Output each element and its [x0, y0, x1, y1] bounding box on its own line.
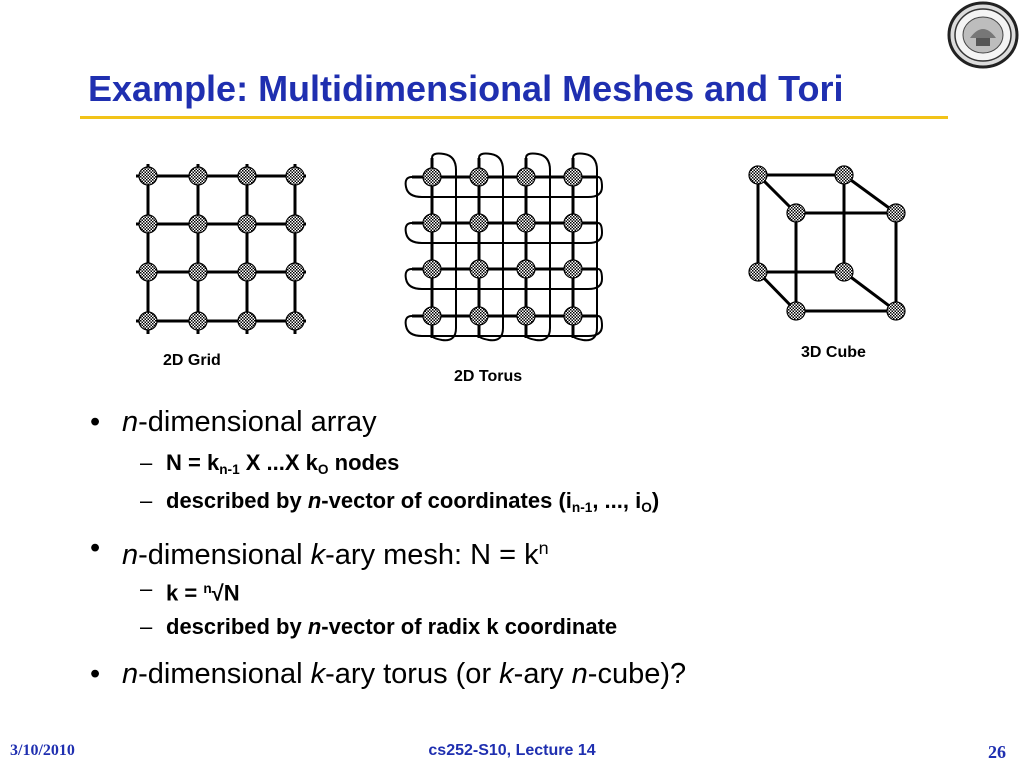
node: [238, 263, 256, 281]
sub-bullet-text: described by: [166, 488, 308, 513]
footer-page-number: 26: [988, 742, 1006, 762]
bullet-list: [90, 402, 950, 698]
sub-bullet-text: , ..., i: [592, 488, 642, 513]
torus-2d-diagram: [402, 150, 608, 346]
node: [238, 215, 256, 233]
subscript: n-1: [219, 461, 240, 477]
grid-2d-diagram: [128, 158, 314, 338]
slide-title: Example: Multidimensional Meshes and Tori: [88, 68, 844, 109]
bullet-text: -dimensional: [138, 538, 311, 571]
bullet-text-italic: n: [122, 538, 139, 571]
node: [139, 167, 157, 185]
node: [517, 260, 535, 278]
node: [887, 204, 905, 222]
subscript: O: [317, 461, 329, 477]
bullet-item: [90, 402, 950, 446]
bullet-text: -dimensional array: [138, 406, 377, 438]
bullet-text: -cube)?: [587, 658, 687, 690]
node: [189, 167, 207, 185]
sub-bullet-text: -vector of radix k coordinate: [321, 614, 618, 639]
node: [189, 263, 207, 281]
sub-bullet-item: [90, 484, 950, 522]
bullet-text-italic: k: [310, 538, 326, 571]
node: [835, 263, 853, 281]
cube-3d-diagram: [740, 156, 918, 328]
node: [423, 260, 441, 278]
dash-icon: –: [140, 488, 153, 513]
bullet-text: -ary: [513, 658, 572, 690]
footer-course: cs252-S10, Lecture 14: [428, 742, 596, 759]
superscript: n: [203, 581, 212, 596]
node: [517, 168, 535, 186]
sub-bullet-text: N = k: [166, 450, 220, 475]
torus-caption: 2D Torus: [454, 368, 523, 385]
node: [423, 168, 441, 186]
sub-bullet-item: [90, 572, 950, 610]
node: [470, 168, 488, 186]
subscript: O: [641, 499, 652, 515]
node: [286, 263, 304, 281]
node: [517, 307, 535, 325]
bullet-text-italic: n: [571, 658, 588, 690]
node: [564, 260, 582, 278]
node: [189, 215, 207, 233]
grid-caption: 2D Grid: [163, 352, 221, 369]
sub-bullet-text: X ...X k: [239, 450, 318, 475]
sub-bullet-text: nodes: [328, 450, 400, 475]
node: [564, 214, 582, 232]
edge: [844, 272, 896, 311]
cube-caption: 3D Cube: [801, 344, 866, 361]
sub-bullet-text: √N: [211, 580, 240, 606]
bullet-text-italic: k: [499, 658, 514, 690]
node: [139, 312, 157, 330]
sub-bullet-item: [90, 446, 950, 484]
edge: [844, 175, 896, 213]
sub-bullet-item: [90, 610, 950, 648]
node: [423, 214, 441, 232]
bullet-dot-icon: •: [90, 406, 101, 438]
superscript: n: [538, 538, 549, 558]
bullet-dot-icon: •: [90, 532, 101, 564]
node: [286, 167, 304, 185]
node: [517, 214, 535, 232]
bullet-text-italic: n: [122, 658, 139, 690]
node: [564, 168, 582, 186]
node: [286, 312, 304, 330]
node: [470, 307, 488, 325]
dash-icon: –: [140, 614, 153, 639]
node: [189, 312, 207, 330]
node: [238, 167, 256, 185]
sub-bullet-text: ): [651, 488, 660, 513]
node: [564, 307, 582, 325]
node: [835, 166, 853, 184]
university-seal-icon: [946, 0, 1020, 70]
sub-bullet-text: k =: [166, 580, 204, 606]
title-underline: [80, 116, 948, 119]
sub-bullet-text: -vector of coordinates (i: [321, 488, 572, 513]
sub-bullet-italic: n: [307, 614, 322, 639]
node: [139, 263, 157, 281]
node: [887, 302, 905, 320]
node: [139, 215, 157, 233]
bullet-text-italic: k: [310, 658, 326, 690]
node: [749, 166, 767, 184]
bullet-item: [90, 528, 950, 572]
node: [787, 204, 805, 222]
node: [238, 312, 256, 330]
node: [286, 215, 304, 233]
dash-icon: –: [140, 450, 153, 475]
dash-icon: –: [140, 576, 153, 601]
node: [787, 302, 805, 320]
node: [470, 260, 488, 278]
bullet-text: -ary mesh: N = k: [325, 538, 539, 571]
node: [470, 214, 488, 232]
sub-bullet-text: described by: [166, 614, 308, 639]
subscript: n-1: [571, 499, 593, 515]
bullet-item: [90, 654, 950, 698]
bullet-text: -dimensional: [138, 658, 311, 690]
node: [749, 263, 767, 281]
bullet-text: -ary torus (or: [325, 658, 500, 690]
sub-bullet-italic: n: [307, 488, 322, 513]
footer-date: 3/10/2010: [10, 742, 75, 759]
node: [423, 307, 441, 325]
bullet-text-italic: n: [122, 406, 139, 438]
bullet-dot-icon: •: [90, 658, 101, 690]
